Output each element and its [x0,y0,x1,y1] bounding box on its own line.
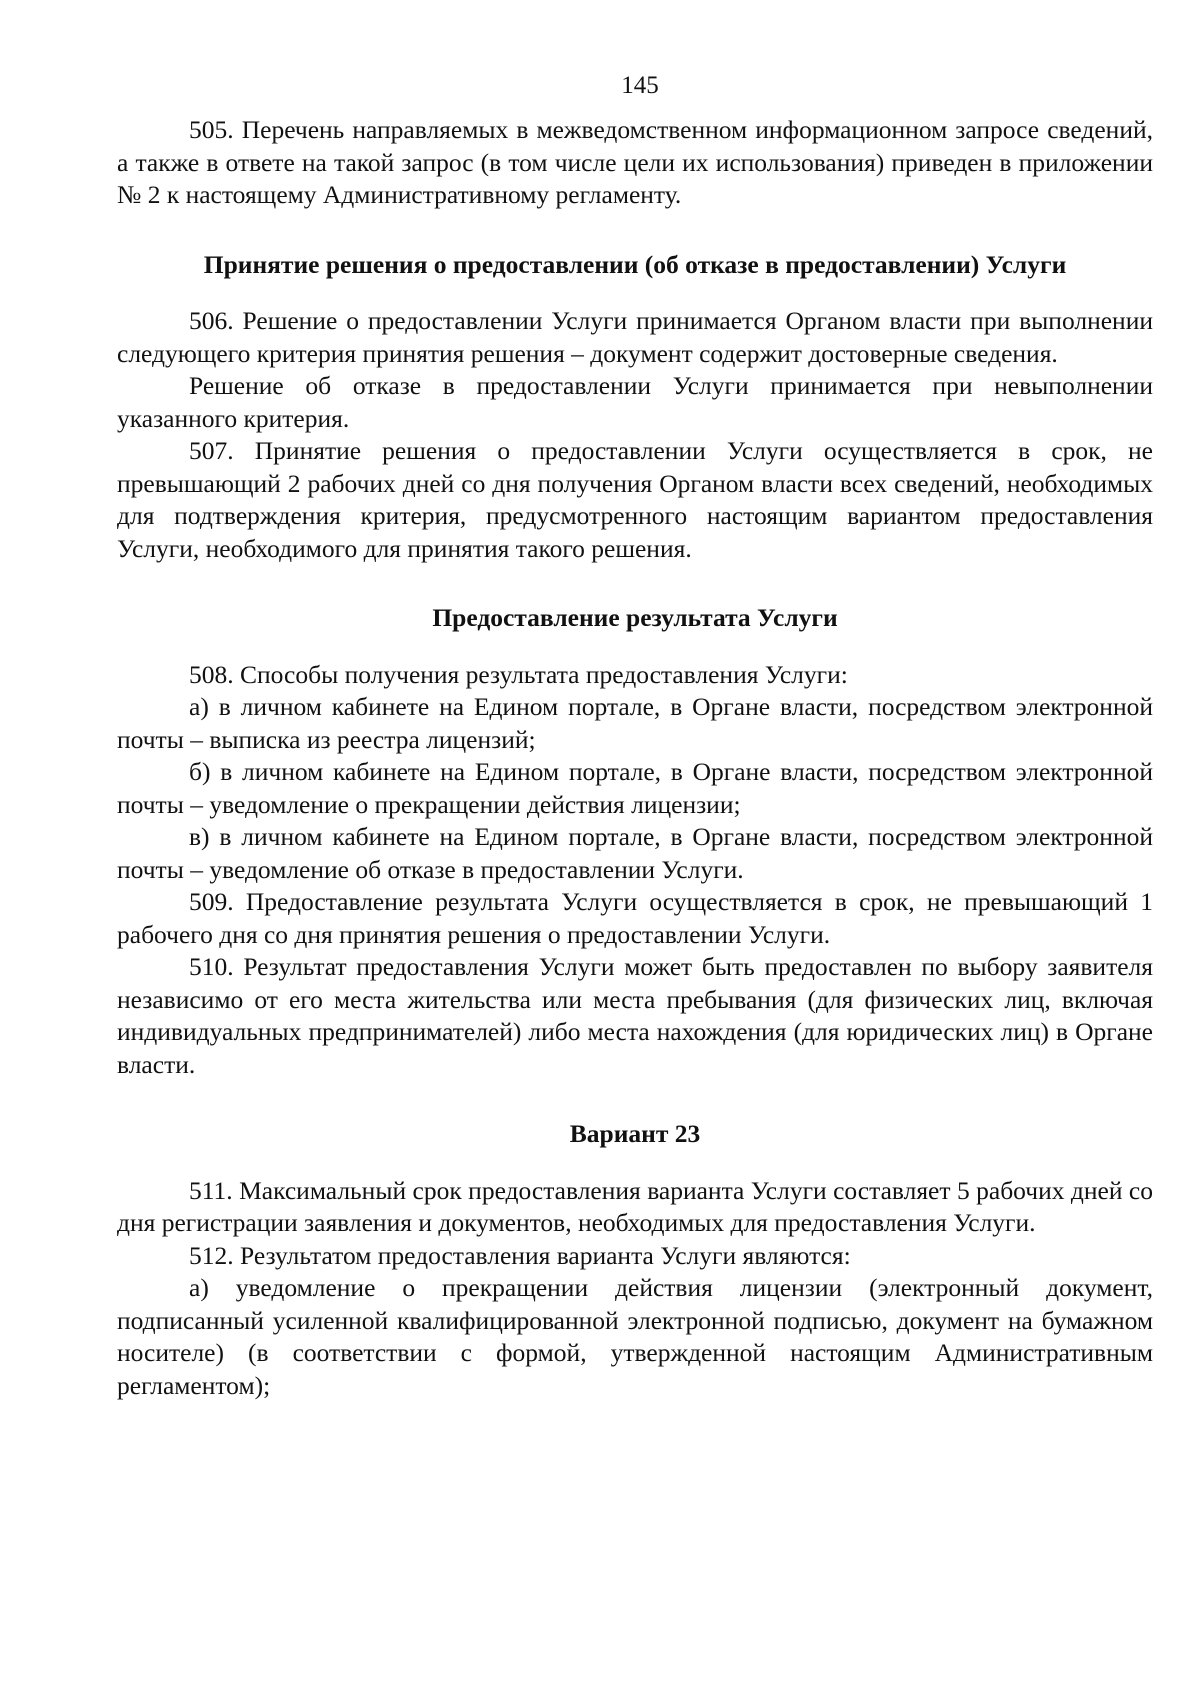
page-number: 145 [621,72,659,99]
paragraph-511: 511. Максимальный срок предоставления варианта Услуги составляет 5 рабочих дней со дня регистрации заявления и документов, необходимых для предоставления Услуги. [117,1175,1153,1237]
paragraph-508-c: в) в личном кабинете на Едином портале, в Органе власти, посредством электронной почты – уведомление об отказе в предоставлении Услуги. [117,822,1153,884]
paragraph-506: 506. Решение о предоставлении Услуги принимается Органом власти при выполнении следующего критерия принятия решения – документ содержит достоверные сведения. [117,306,1153,368]
paragraph-509: 509. Предоставление результата Услуги осуществляется в срок, не превышающий 1 рабочего дня со дня принятия решения о предоставлении Услуги. [117,887,1153,949]
paragraph-510: 510. Результат предоставления Услуги может быть предоставлен по выбору заявителя независимо от его места жительства или места пребывания (для физических лиц, включая индивидуальных предпринимателей) либо места нахождения (для юридических лиц) в Органе власти. [117,952,1153,1079]
paragraph-505: 505. Перечень направляемых в межведомственном информационном запросе сведений, а также в ответе на такой запрос (в том числе цели их использования) приведен в приложении № 2 к настоящему Административному регламенту. [117,115,1153,209]
paragraph-512-a: а) уведомление о прекращении действия лицензии (электронный документ, подписанный усиленной квалифицированной электронной подписью, документ на бумажном носителе) (в соответствии с формой, утвержденной настоящим Административным регламентом); [117,1273,1153,1400]
spacer [117,212,1153,249]
paragraph-507: 507. Принятие решения о предоставлении Услуги осуществляется в срок, не превышающий 2 рабочих дней со дня получения Органом власти всех сведений, необходимых для подтверждения критерия, предусмотренного настоящим вариантом предоставления Услуги, необходимого для принятия такого решения. [117,436,1153,563]
spacer [117,635,1153,659]
paragraph-512: 512. Результатом предоставления варианта Услуги являются: [189,1240,851,1270]
paragraph-508-a: а) в личном кабинете на Едином портале, в Органе власти, посредством электронной почты – выписка из реестра лицензий; [117,692,1153,754]
paragraph-506-refusal: Решение об отказе в предоставлении Услуги принимается при невыполнении указанного критерия. [117,371,1153,433]
paragraph-508: 508. Способы получения результата предоставления Услуги: [189,659,848,689]
paragraph-508-b: б) в личном кабинете на Едином портале, в Органе власти, посредством электронной почты – уведомление о прекращении действия лицензии; [117,757,1153,819]
spacer [117,1151,1153,1175]
section-heading-result: Предоставление результата Услуги [432,603,838,632]
section-heading-decision: Принятие решения о предоставлении (об отказе в предоставлении) Услуги [203,249,1067,279]
document-page [117,70,1153,1402]
section-heading-variant-23: Вариант 23 [569,1119,701,1148]
spacer [117,1081,1153,1118]
spacer [117,281,1153,305]
spacer [117,565,1153,602]
